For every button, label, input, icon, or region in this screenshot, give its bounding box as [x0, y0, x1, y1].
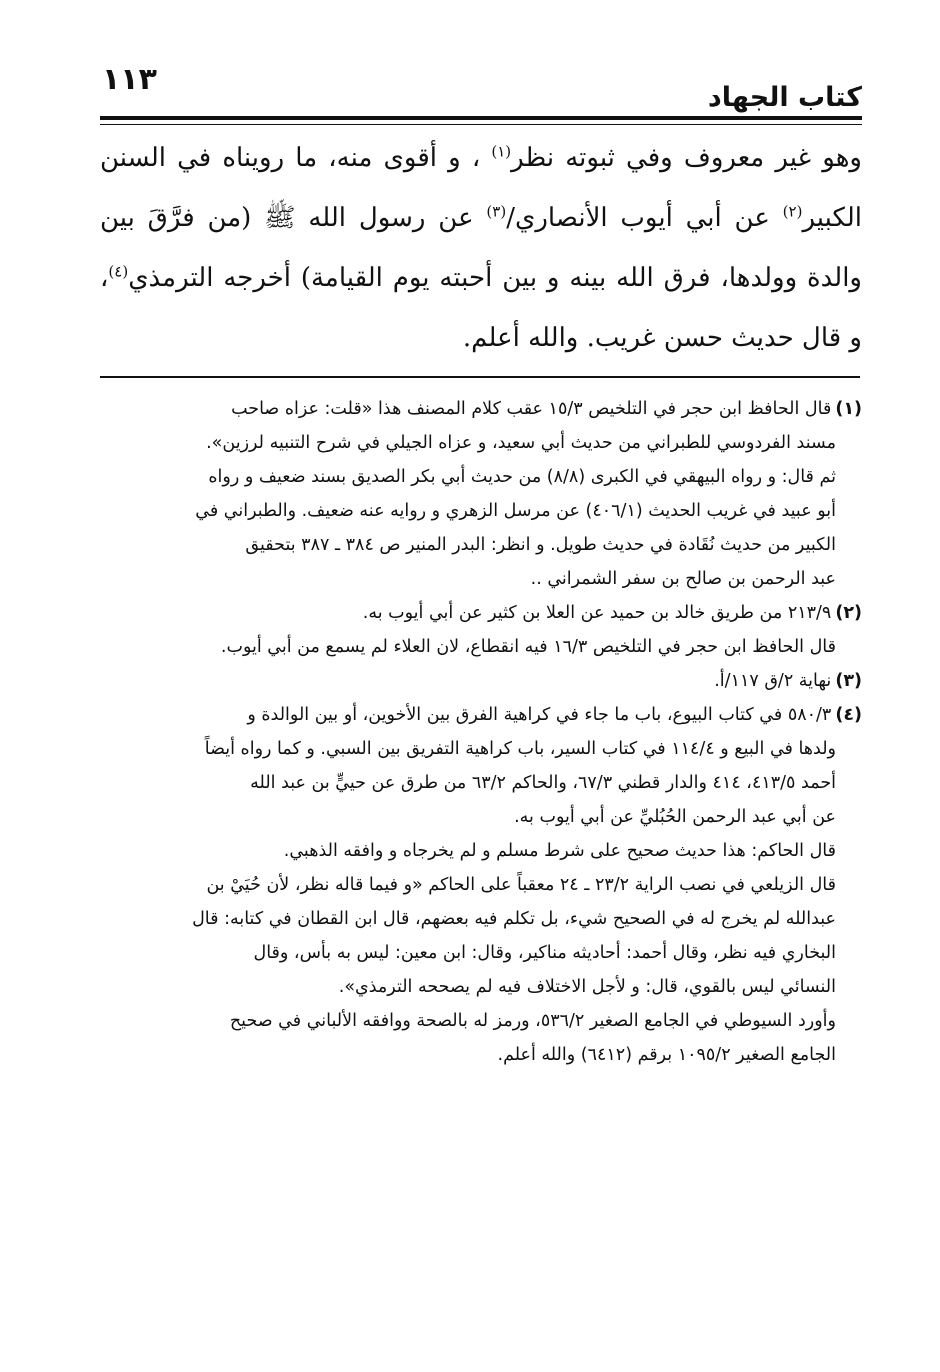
footnote-line: البخاري فيه نظر، وقال أحمد: أحاديثه مناكير، وقال: ابن معين: ليس به بأس، وقال [253, 943, 836, 963]
footnote-line: مسند الفردوسي للطبراني من حديث أبي سعيد، و عزاه الجيلي في شرح التنبيه لرزين». [206, 433, 836, 453]
footnote-line: ٢١٣/٩ من طريق خالد بن حميد عن العلا بن كثير عن أبي أيوب به. [362, 603, 832, 623]
footnote-ref-4: (٤) [108, 262, 129, 281]
main-text-segment: ، و أقوى منه، ما رويناه في السنن الكبير [100, 143, 862, 233]
main-text-segment: وهو غير معروف وفي ثبوته نظر [511, 143, 862, 173]
footnote-line: نهاية ٢/ق ١١٧/أ. [714, 671, 832, 691]
footnote-line: ثم قال: و رواه البيهقي في الكبرى (٨/٨) من حديث أبي بكر الصديق بسند ضعيف و رواه [208, 467, 836, 487]
footnote-line: وأورد السيوطي في الجامع الصغير ٥٣٦/٢، ورمز له بالصحة ووافقه الألباني في صحيح [229, 1011, 836, 1031]
footnote-ref-1: (١) [491, 142, 512, 161]
footnote-line: عبدالله لم يخرج له في الصحيح شيء، بل تكلم فيه بعضهم، قال ابن القطان في كتابه: قال [192, 909, 836, 929]
footnote-line: أبو عبيد في غريب الحديث (٤٠٦/١) عن مرسل الزهري و روايه عنه ضعيف. والطبراني في [195, 501, 836, 521]
footnote-line: ٥٨٠/٣ في كتاب البيوع، باب ما جاء في كراهية الفرق بين الأخوين، أو بين الوالدة و [247, 705, 832, 725]
main-text [100, 128, 862, 368]
footnote-number: (١) [835, 399, 862, 419]
footnote-number: (٣) [835, 671, 862, 691]
footnote-4 [100, 698, 862, 1072]
footnote-line: قال الزيلعي في نصب الراية ٢٣/٢ ـ ٢٤ معقباً على الحاكم «و فيما قاله نظر، لأن حُيَيْ بن [206, 875, 836, 895]
header-rule-thin [100, 124, 862, 125]
footnote-separator [100, 376, 860, 378]
footnote-line: قال الحافظ ابن حجر في التلخيص ١٥/٣ عقب كلام المصنف هذا «قلت: عزاه صاحب [231, 399, 832, 419]
footnote-line: عبد الرحمن بن صالح بن سفر الشمراني .. [530, 569, 836, 589]
footnotes [100, 392, 862, 1072]
footnote-3 [100, 664, 862, 698]
chapter-title: كتاب الجهاد [707, 82, 862, 113]
footnote-line: النسائي ليس بالقوي، قال: و لأجل الاختلاف فيه لم يصححه الترمذي». [338, 977, 836, 997]
footnote-1 [100, 392, 862, 596]
footnote-line: عن أبي عبد الرحمن الحُبُليِّ عن أبي أيوب به. [514, 807, 836, 827]
footnote-line: الكبير من حديث نُقَادة في حديث طويل. و انظر: البدر المنير ص ٣٨٤ ـ ٣٨٧ بتحقيق [245, 535, 836, 555]
footnote-ref-2: (٢) [782, 202, 803, 221]
footnote-ref-3: (٣) [486, 202, 507, 221]
footnote-number: (٤) [835, 705, 862, 725]
page-number: ١١٣ [102, 62, 157, 97]
footnote-line: الجامع الصغير ١٠٩٥/٢ برقم (٦٤١٢) والله أعلم. [497, 1045, 836, 1065]
footnote-line: قال الحافظ ابن حجر في التلخيص ١٦/٣ فيه انقطاع، لان العلاء لم يسمع من أبي أيوب. [220, 637, 836, 657]
main-text-segment: ، و قال حديث حسن غريب. والله أعلم. [100, 263, 862, 353]
main-paragraph [100, 128, 862, 368]
footnote-line: أحمد ٤١٣/٥، ٤١٤ والدار قطني ٦٧/٣، والحاكم ٦٣/٢ من طرق عن حييٍّ بن عبد الله [250, 773, 836, 793]
footnote-line: ولدها في البيع و ١١٤/٤ في كتاب السير، باب كراهية التفريق بين السبي. و كما رواه أيضاً [204, 739, 836, 759]
page-header [100, 62, 862, 116]
footnote-line: قال الحاكم: هذا حديث صحيح على شرط مسلم و لم يخرجاه و وافقه الذهبي. [283, 841, 836, 861]
footnote-2 [100, 596, 862, 664]
header-rule-thick [100, 116, 862, 120]
footnote-number: (٢) [835, 603, 862, 623]
main-text-segment: عن أبي أيوب الأنصاري/ [506, 203, 770, 233]
main-text-segment: عن رسول الله ﷺ (من فرَّقَ بين والدة وولدها، فرق الله بينه و بين أحبته يوم القيامة) أخرجه الترمذي [100, 203, 862, 293]
